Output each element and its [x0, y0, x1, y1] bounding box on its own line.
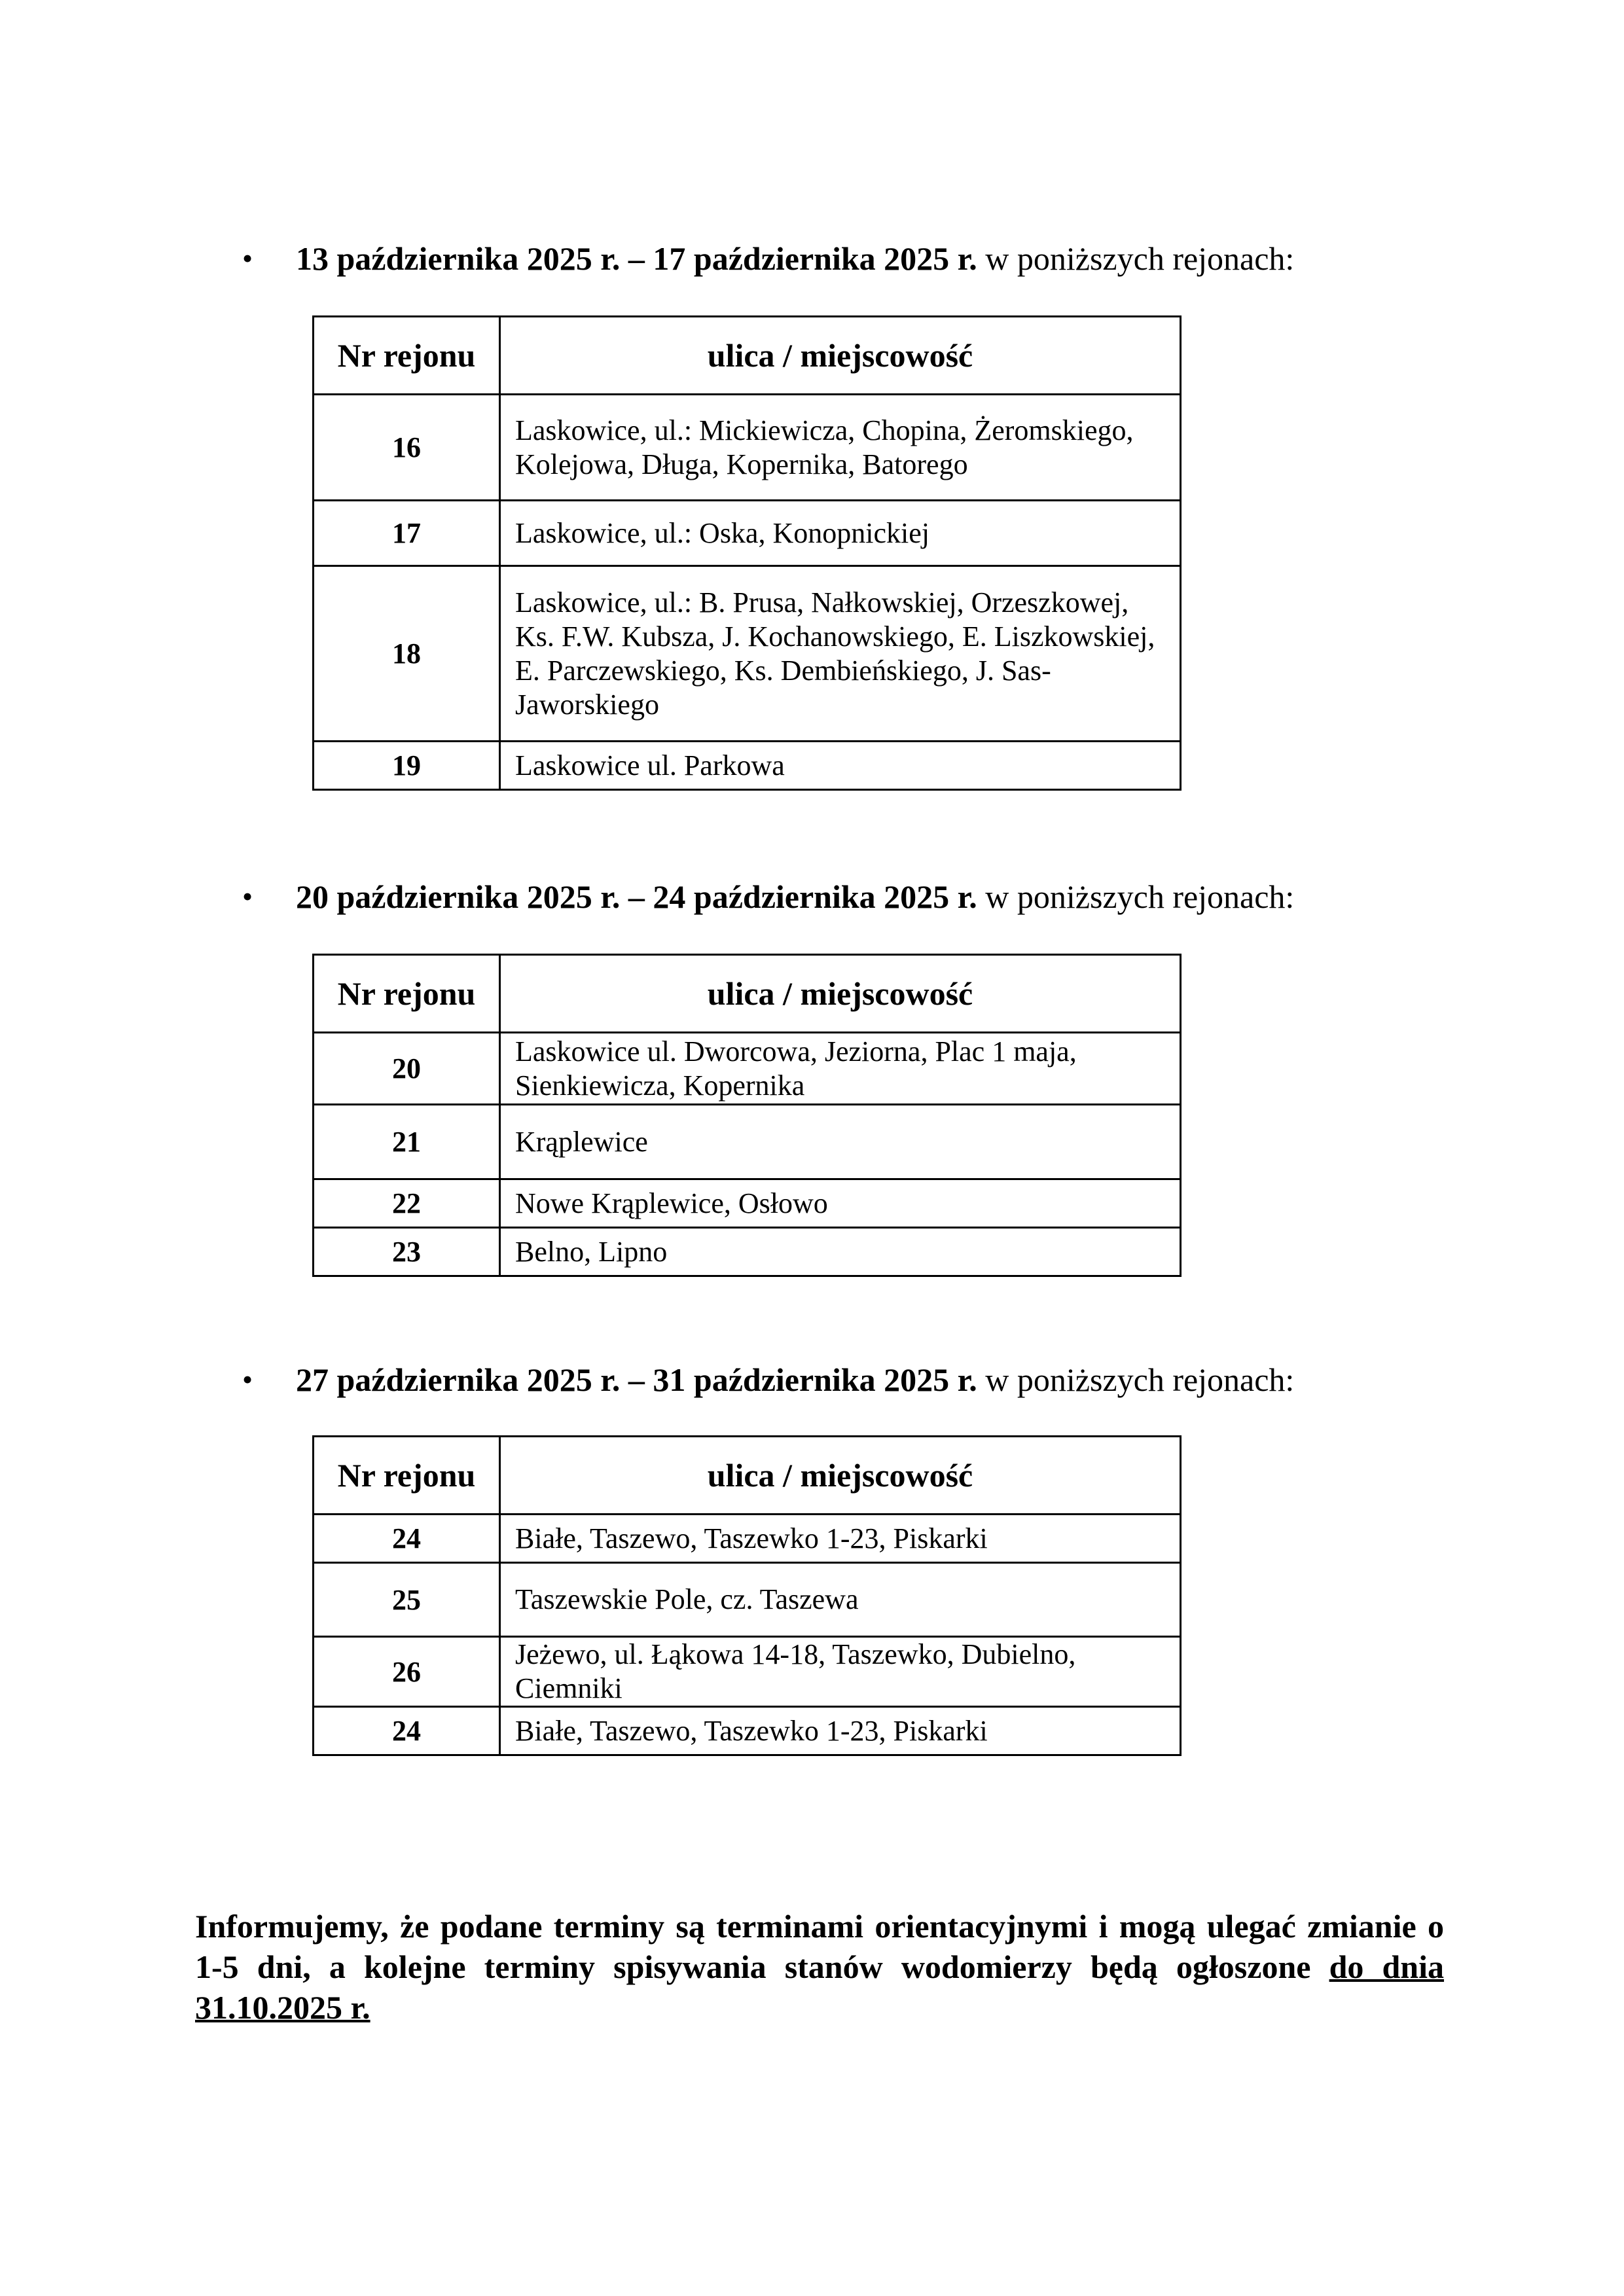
street-list: Laskowice, ul.: B. Prusa, Nałkowskiej, Orzeszkowej, Ks. F.W. Kubsza, J. Kochanowskiego, E. Liszkowskiej, E. Parczewskiego, Ks. Dembieńskiego, J. Sas-Jaworskiego — [500, 566, 1181, 742]
region-number: 25 — [314, 1563, 500, 1637]
street-list: Laskowice ul. Parkowa — [500, 742, 1181, 790]
table-row — [314, 742, 1181, 790]
date-range: 27 października 2025 r. – 31 października 2025 r. — [296, 1361, 977, 1398]
street-list: Nowe Krąplewice, Osłowo — [500, 1179, 1181, 1228]
region-number: 19 — [314, 742, 500, 790]
header-region-number: Nr rejonu — [314, 955, 500, 1033]
region-number: 18 — [314, 566, 500, 742]
street-list: Białe, Taszewo, Taszewko 1-23, Piskarki — [500, 1515, 1181, 1563]
heading-suffix: w poniższych rejonach: — [977, 878, 1295, 915]
header-street-locality: ulica / miejscowość — [500, 955, 1181, 1033]
table-row — [314, 1033, 1181, 1105]
street-list: Krąplewice — [500, 1105, 1181, 1179]
street-list: Laskowice ul. Dworcowa, Jeziorna, Plac 1 maja, Sienkiewicza, Kopernika — [500, 1033, 1181, 1105]
region-number: 26 — [314, 1637, 500, 1707]
header-street-locality: ulica / miejscowość — [500, 1437, 1181, 1515]
header-region-number: Nr rejonu — [314, 317, 500, 395]
region-number: 23 — [314, 1228, 500, 1276]
region-number: 21 — [314, 1105, 500, 1179]
bullet-icon: • — [242, 1363, 253, 1396]
date-range: 13 października 2025 r. – 17 października 2025 r. — [296, 240, 977, 277]
notice-text: Informujemy, że podane terminy są terminami orientacyjnymi i mogą ulegać zmianie o 1-5 dni, a kolejne terminy spisywania stanów wodomierzy będą ogłoszone — [195, 1908, 1444, 1985]
street-list: Białe, Taszewo, Taszewko 1-23, Piskarki — [500, 1707, 1181, 1755]
table-row — [314, 1637, 1181, 1707]
heading-suffix: w poniższych rejonach: — [977, 240, 1295, 277]
street-list: Taszewskie Pole, cz. Taszewa — [500, 1563, 1181, 1637]
notice-paragraph — [195, 1906, 1444, 2028]
street-list: Laskowice, ul.: Mickiewicza, Chopina, Żeromskiego, Kolejowa, Długa, Kopernika, Batorego — [500, 395, 1181, 501]
table-row — [314, 1228, 1181, 1276]
header-street-locality: ulica / miejscowość — [500, 317, 1181, 395]
date-range: 20 października 2025 r. – 24 października 2025 r. — [296, 878, 977, 915]
street-list: Jeżewo, ul. Łąkowa 14-18, Taszewko, Dubielno, Ciemniki — [500, 1637, 1181, 1707]
table-row — [314, 501, 1181, 566]
table-row — [314, 1515, 1181, 1563]
street-list: Laskowice, ul.: Oska, Konopnickiej — [500, 501, 1181, 566]
regions-table-2 — [312, 954, 1182, 1277]
table-header-row — [314, 955, 1181, 1033]
table-row — [314, 395, 1181, 501]
regions-table-1 — [312, 315, 1182, 791]
region-number: 16 — [314, 395, 500, 501]
bullet-icon: • — [242, 242, 253, 275]
heading-suffix: w poniższych rejonach: — [977, 1361, 1295, 1398]
regions-table-3 — [312, 1435, 1182, 1756]
region-number: 24 — [314, 1707, 500, 1755]
bullet-icon: • — [242, 880, 253, 913]
region-number: 20 — [314, 1033, 500, 1105]
region-number: 24 — [314, 1515, 500, 1563]
notice-deadline: do dnia 31.10.2025 r. — [195, 1948, 1444, 2026]
table-header-row — [314, 1437, 1181, 1515]
table-row — [314, 1179, 1181, 1228]
table-row — [314, 1707, 1181, 1755]
table-header-row — [314, 317, 1181, 395]
street-list: Belno, Lipno — [500, 1228, 1181, 1276]
table-row — [314, 1563, 1181, 1637]
table-row — [314, 1105, 1181, 1179]
region-number: 17 — [314, 501, 500, 566]
header-region-number: Nr rejonu — [314, 1437, 500, 1515]
table-row — [314, 566, 1181, 742]
region-number: 22 — [314, 1179, 500, 1228]
